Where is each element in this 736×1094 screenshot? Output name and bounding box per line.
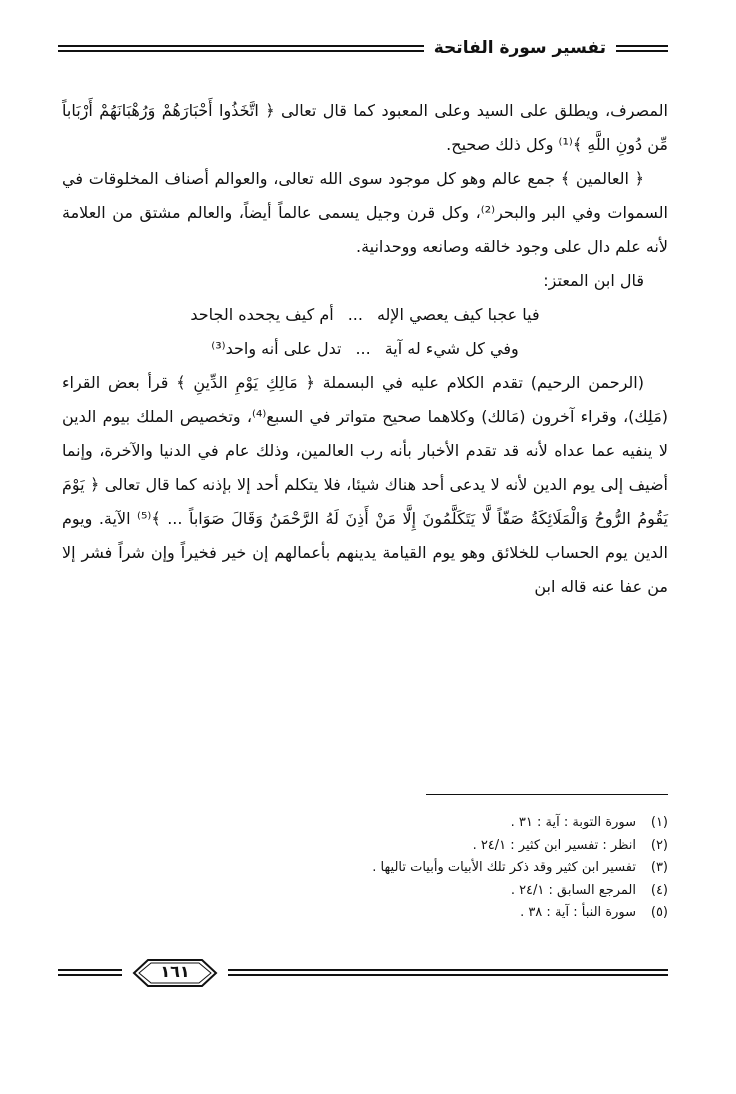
poem-verse-1 [62, 298, 668, 332]
page-number: ١٦١ [160, 962, 190, 981]
footnote-text: انظر : تفسير ابن كثير : ٢٤/١ . [472, 837, 636, 853]
footnote-number: (٤) [650, 882, 668, 898]
footnote-number: (١) [650, 815, 668, 830]
paragraph-4: (الرحمن الرحيم) تقدم الكلام عليه في البسملة ﴿ مَالِكِ يَوْمِ الدِّينِ ﴾ قرأ بعض القراء (مَلِك)، وقراء آخرون (مَالك) وكلاهما صحيح متواتر في السبع⁽⁴⁾، وتخصيص الملك بيوم الدين لا ينفيه عما عداه لأنه قد تقدم الأخبار بأنه رب العالمين، وذلك عام في الدنيا والآخرة، وإنما أضيف إلى يوم الدين لأنه لا يدعى أحد هناك شيئا، فلا يتكلم أحد إلا بإذنه كما قال تعالى ﴿ يَوْمَ يَقُومُ الرُّوحُ وَالْمَلَائِكَةُ صَفّاً لَّا يَتَكَلَّمُونَ إِلَّا مَنْ أَذِنَ لَهُ الرَّحْمَنُ وَقَالَ صَوَاباً ... ﴾⁽⁵⁾ الآية. ويوم الدين يوم الحساب للخلائق وهو يوم القيامة يدينهم بأعمالهم إن خير فخيراً وإن شراً فشر إلا من عفا عنه قاله ابن [62, 373, 669, 596]
footnote-text: المرجع السابق : ٢٤/١ . [510, 882, 636, 898]
poem-verse-2-second-hemistich: تدل على أنه واحد⁽³⁾ [211, 339, 342, 358]
poem-verse-1-second-hemistich: أم كيف يجحده الجاحد [190, 305, 334, 324]
footer-rule-left [58, 969, 122, 976]
main-text [62, 94, 668, 604]
poem-verse-1-separator: ... [347, 305, 363, 324]
footnote-number: (٣) [650, 860, 668, 875]
footnote [62, 880, 668, 903]
paragraph-3: قال ابن المعتز: [543, 271, 644, 290]
poem-verse-1-first-hemistich: فيا عجبا كيف يعصي الإله [376, 305, 540, 324]
footnote [62, 835, 668, 858]
poem-verse-2 [62, 332, 668, 366]
paragraph-1: المصرف، ويطلق على السيد وعلى المعبود كما قال تعالى ﴿ اتَّخَذُوا أَحْبَارَهُمْ وَرُهْبَانَهُمْ أَرْبَاباً مِّن دُونِ اللَّهِ ﴾⁽¹⁾ وكل ذلك صحيح. [62, 101, 668, 154]
page-footer [58, 956, 668, 992]
footnote [62, 902, 668, 925]
footer-rule-right [228, 969, 668, 976]
footnote-text: سورة النبأ : آية : ٣٨ . [520, 905, 636, 920]
header-rule-left [58, 45, 424, 52]
poem-verse-2-separator: ... [355, 339, 371, 358]
footnote [62, 812, 668, 835]
footnotes [62, 812, 668, 925]
paragraph-2: ﴿ العالمين ﴾ جمع عالم وهو كل موجود سوى الله تعالى، والعوالم أصناف المخلوقات في السموات وفي البر والبحر⁽²⁾، وكل قرن وجيل يسمى عالماً أيضاً، والعالم مشتق من العلامة لأنه علم دال على وجود خالقه وصانعه ووحدانية. [62, 169, 668, 256]
footnote-text: تفسير ابن كثير وقد ذكر تلك الأبيات وأبيات تاليها . [372, 860, 636, 875]
poem-verse-2-first-hemistich: وفي كل شيء له آية [384, 339, 519, 358]
footnote [62, 857, 668, 880]
footnote-number: (٥) [650, 905, 668, 920]
running-header-title: تفسير سورة الفاتحة [433, 38, 606, 58]
running-header [58, 34, 668, 62]
footnote-separator [426, 794, 668, 795]
footnote-number: (٢) [650, 837, 668, 853]
header-rule-right [616, 45, 668, 52]
footnote-text: سورة التوبة : آية : ٣١ . [510, 815, 636, 830]
page-number-frame [132, 958, 218, 988]
